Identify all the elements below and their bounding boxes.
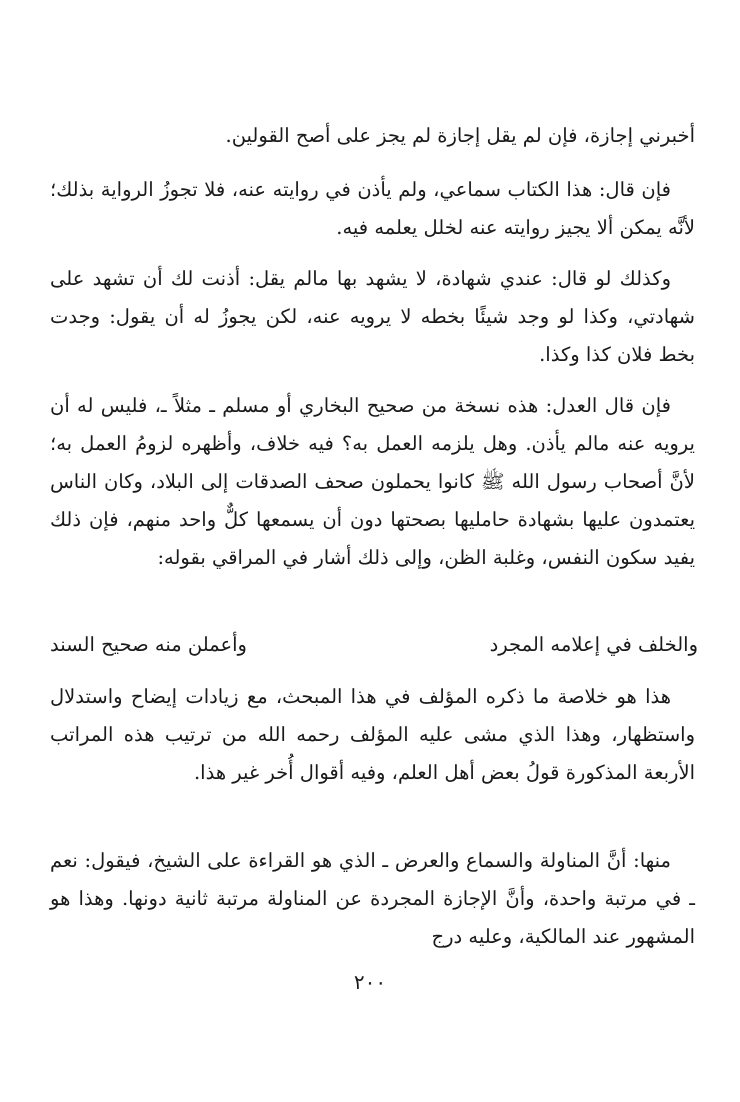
- paragraph-text: وكذلك لو قال: عندي شهادة، لا يشهد بها مالم يقل: أذنت لك أن تشهد على شهادتي، وكذا لو وجد شيئًا بخطه لا يرويه عنه، لكن يجوزُ له أن يقول: وجدت بخط فلان كذا وكذا.: [50, 267, 695, 366]
- paragraph-text: هذا هو خلاصة ما ذكره المؤلف في هذا المبحث، مع زيادات إيضاح واستدلال واستظهار، وهذا الذي مشى عليه المؤلف رحمه الله من ترتيب هذه المراتب الأربعة المذكورة قولُ بعض أهل العلم، وفيه أقوال أُخر غير هذا.: [50, 685, 695, 784]
- paragraph-summary: [50, 678, 695, 792]
- paragraph-text: فإن قال العدل: هذه نسخة من صحيح البخاري أو مسلم ـ مثلاً ـ، فليس له أن يرويه عنه مالم يأذن. وهل يلزمه العمل به؟ فيه خلاف، وأظهره لزومُ العمل به؛ لأنَّ أصحاب رسول الله ﷺ كانوا يحملون صحف الصدقات إلى البلاد، وكان الناس يعتمدون عليها بشهادة حامليها بصحتها دون أن يسمعها كلٌّ واحد منهم، فإن ذلك يفيد سكون النفس، وغلبة الظن، وإلى ذلك أشار في المراقي بقوله:: [50, 394, 695, 569]
- page-number: ٢٠٠: [353, 970, 387, 994]
- paragraph-continuation: أخبرني إجازة، فإن لم يقل إجازة لم يجز على أصح القولين.: [225, 124, 695, 147]
- verse-first-hemistich: والخلف في إعلامه المجرد: [489, 633, 698, 656]
- verse-second-hemistich: وأعملن منه صحيح السند: [50, 633, 247, 656]
- paragraph-testimony: [50, 260, 695, 374]
- poetry-verse: [50, 626, 698, 664]
- paragraph-listening-without-permission: [50, 171, 695, 247]
- paragraph-text: منها: أنَّ المناولة والسماع والعرض ـ الذي هو القراءة على الشيخ، فيقول: نعم ـ في مرتبة واحدة، وأنَّ الإجازة المجردة عن المناولة مرتبة ثانية دونها. وهذا هو المشهور عند المالكية، وعليه درج: [50, 849, 695, 948]
- paragraph-text: فإن قال: هذا الكتاب سماعي، ولم يأذن في روايته عنه، فلا تجوزُ الرواية بذلك؛ لأنَّه يمكن ألا يجيز روايته عنه لخلل يعلمه فيه.: [50, 178, 695, 239]
- paragraph-bukhari-copy: [50, 387, 695, 577]
- paragraph-other-opinions: [50, 842, 695, 956]
